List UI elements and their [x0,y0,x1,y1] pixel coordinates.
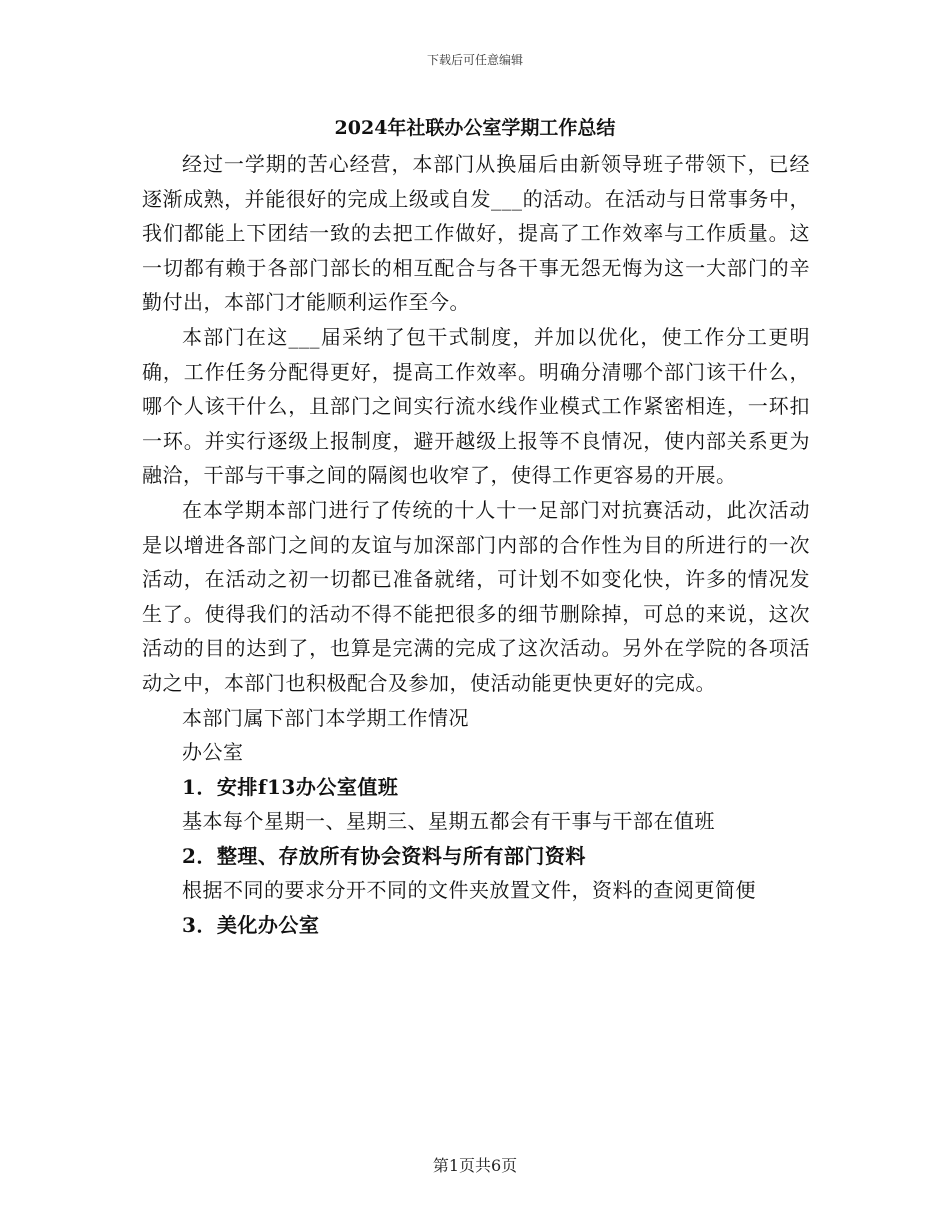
subsection-heading: 办公室 [182,740,244,765]
body-paragraph-2: 本部门在这___届采纳了包干式制度，并加以优化，使工作分工更明确，工作任务分配得更好，提高工作效率。明确分清哪个部门该干什么，哪个人该干什么，且部门之间实行流水线作业模式工作紧密相连，一环扣一环。并实行逐级上报制度，避开越级上报等不良情况，使内部关系更为融洽，干部与干事之间的隔阂也收窄了，使得工作更容易的开展。 [142,324,810,488]
item-text-1: 基本每个星期一、星期三、星期五都会有干事与干部在值班 [182,809,715,834]
item-heading-2: 2．整理、存放所有协会资料与所有部门资料 [182,843,586,868]
section-heading: 本部门属下部门本学期工作情况 [182,705,469,730]
body-paragraph-3: 在本学期本部门进行了传统的十人十一足部门对抗赛活动，此次活动是以增进各部门之间的友谊与加深部门内部的合作性为目的所进行的一次活动，在活动之初一切都已准备就绪，可计划不如变化快，许多的情况发生了。使得我们的活动不得不能把很多的细节删除掉，可总的来说，这次活动的目的达到了，也算是完满的完成了这次活动。另外在学院的各项活动之中，本部门也积极配合及参加，使活动能更快更好的完成。 [142,497,810,695]
page-footer-page-number: 第1页共6页 [432,1156,518,1175]
item-text-2: 根据不同的要求分开不同的文件夹放置文件，资料的查阅更简便 [182,878,756,903]
document-title: 2024年社联办公室学期工作总结 [334,117,616,139]
page-header-note: 下载后可任意编辑 [426,53,523,67]
document-body [142,147,810,943]
body-paragraph-1: 经过一学期的苦心经营，本部门从换届后由新领导班子带领下，已经逐渐成熟，并能很好的完成上级或自发___的活动。在活动与日常事务中，我们都能上下团结一致的去把工作做好，提高了工作效率与工作质量。这一切都有赖于各部门部长的相互配合与各干事无怨无悔为这一大部门的辛勤付出，本部门才能顺利运作至今。 [142,152,810,315]
item-heading-3: 3．美化办公室 [182,913,320,938]
item-heading-1: 1．安排f13办公室值班 [182,774,399,799]
